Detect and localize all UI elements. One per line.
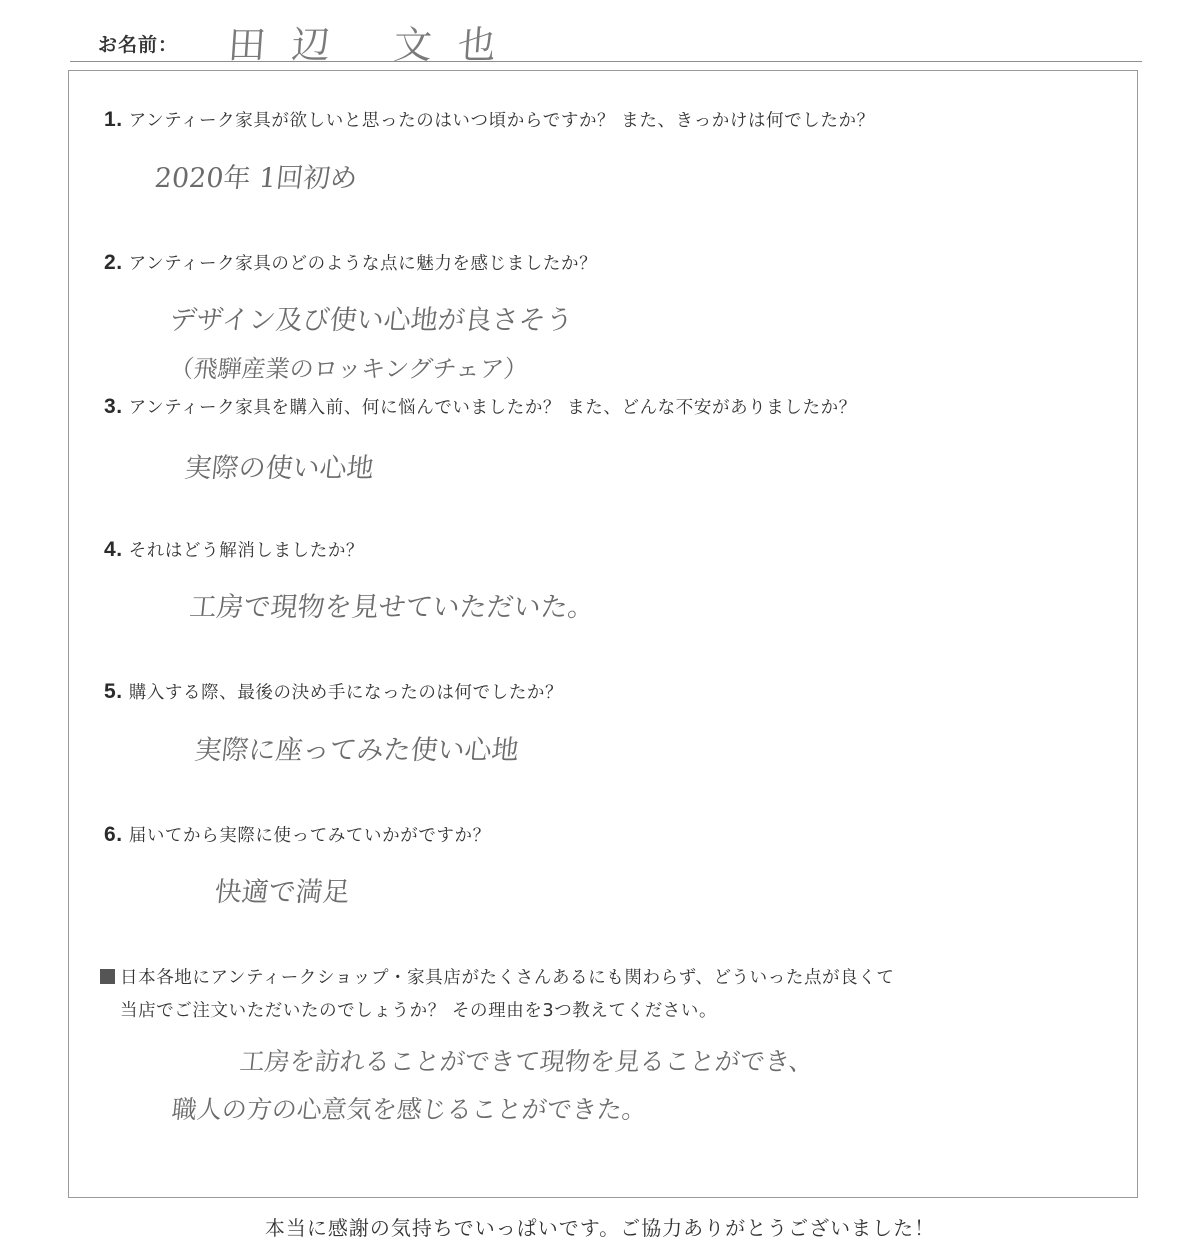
name-label: お名前： <box>98 34 179 56</box>
question-4 <box>104 537 364 562</box>
answer-6-line-1: 快適で満足 <box>213 877 352 908</box>
answer-4-line-1: 工房で現物を見せていただいた。 <box>188 592 597 623</box>
answer-5-line-1: 実際に座ってみた使い心地 <box>193 735 521 766</box>
question-text: 購入する際、最後の決め手になったのは何でしたか？ <box>128 683 564 703</box>
name-handwritten: 田辺 文也 <box>226 23 524 67</box>
answer-2-line-1: デザイン及び使い心地が良さそう <box>168 305 575 336</box>
question-text: 届いてから実際に使ってみていかがですか？ <box>128 826 491 846</box>
question-3 <box>104 394 857 419</box>
closing-answer-line-1: 工房を訪れることができて現物を見ることができ、 <box>238 1047 816 1076</box>
question-text: それはどう解消しましたか？ <box>128 541 365 561</box>
question-number: 6. <box>104 823 123 846</box>
question-number: 5. <box>104 680 123 703</box>
answer-1-line-1: 2020年 1回初め <box>153 163 359 194</box>
question-5 <box>104 679 563 704</box>
question-number: 3. <box>104 395 123 418</box>
closing-question <box>100 962 894 1028</box>
closing-question-line-2: 当店でご注文いただいたのでしょうか？ その理由を3つ教えてください。 <box>120 1001 718 1021</box>
question-2 <box>104 250 597 275</box>
square-bullet-icon <box>100 969 115 984</box>
question-number: 1. <box>104 108 123 131</box>
answer-2-line-2: （飛騨産業のロッキングチェア） <box>168 355 530 383</box>
question-text: アンティーク家具を購入前、何に悩んでいましたか？ また、どんな不安がありましたか？ <box>128 398 857 418</box>
question-6 <box>104 822 491 847</box>
name-row <box>0 0 1200 70</box>
thank-you-footer: 本当に感謝の気持ちでいっぱいです。ご協力ありがとうございました！ <box>264 1216 936 1240</box>
question-1 <box>104 107 875 132</box>
closing-question-line-1: 日本各地にアンティークショップ・家具店がたくさんあるにも関わらず、どういった点が良くて <box>100 962 894 995</box>
survey-form-box <box>68 70 1138 1198</box>
closing-answer-line-2: 職人の方の心意気を感じることができた。 <box>170 1095 649 1124</box>
question-text: アンティーク家具のどのような点に魅力を感じましたか？ <box>128 254 598 274</box>
question-number: 4. <box>104 538 123 561</box>
answer-3-line-1: 実際の使い心地 <box>183 453 376 484</box>
question-number: 2. <box>104 251 123 274</box>
question-text: アンティーク家具が欲しいと思ったのはいつ頃からですか？ また、きっかけは何でしたか？ <box>128 111 875 131</box>
name-underline <box>70 61 1142 62</box>
